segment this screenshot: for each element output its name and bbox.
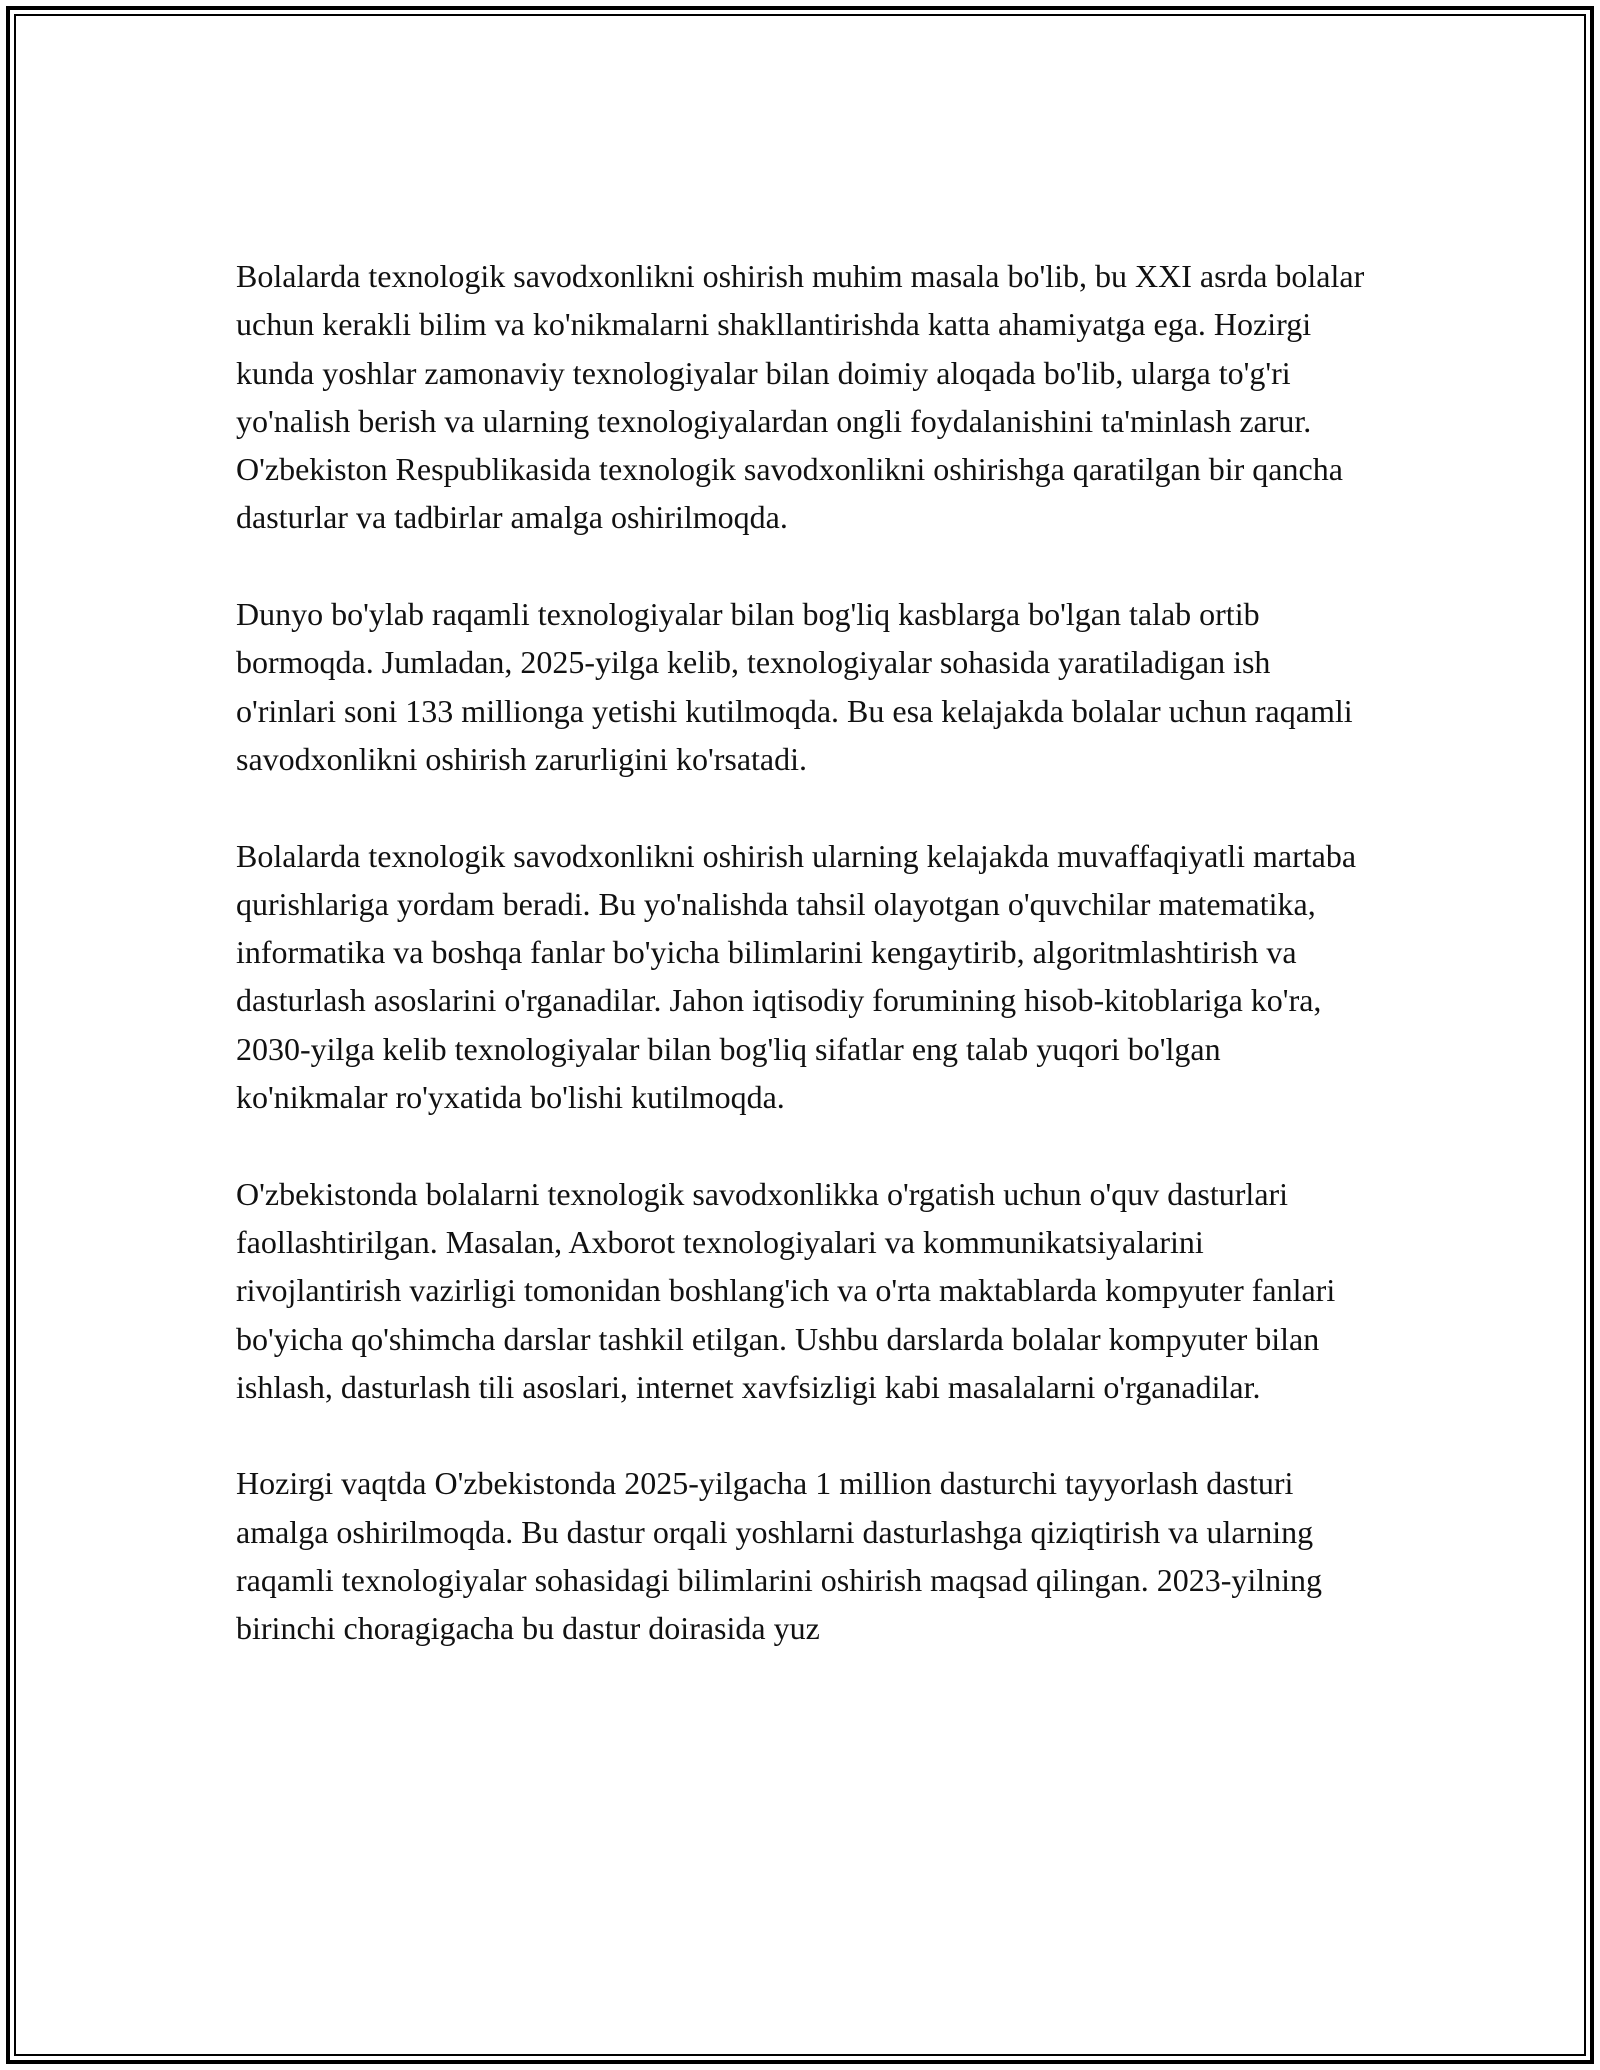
paragraph-2: Dunyo bo'ylab raqamli texnologiyalar bilan bog'liq kasblarga bo'lgan talab ortib bormoqda. Jumladan, 2025-yilga kelib, texnologiyalar sohasida yaratiladigan ish o'rinlari soni 133 millionga yetishi kutilmoqda. Bu esa kelajakda bolalar uchun raqamli savodxonlikni oshirish zarurligini ko'rsatadi. xyxy=(236,596,1353,777)
paragraph-4: O'zbekistonda bolalarni texnologik savodxonlikka o'rgatish uchun o'quv dasturlari faollashtirilgan. Masalan, Axborot texnologiyalari va kommunikatsiyalarini rivojlantirish vazirligi tomonidan boshlang'ich va o'rta maktablarda kompyuter fanlari bo'yicha qo'shimcha darslar tashkil etilgan. Ushbu darslarda bolalar kompyuter bilan ishlash, dasturlash tili asoslari, internet xavfsizligi kabi masalalarni o'rganadilar. xyxy=(236,1175,1336,1405)
paragraph-1: Bolalarda texnologik savodxonlikni oshirish muhim masala bo'lib, bu XXI asrda bolalar uchun kerakli bilim va ko'nikmalarni shakllantirishda katta ahamiyatga ega. Hozirgi kunda yoshlar zamonaviy texnologiyalar bilan doimiy aloqada bo'lib, ularga to'g'ri yo'nalish berish va ularning texnologiyalardan ongli foydalanishini ta'minlash zarur. O'zbekiston Respublikasida texnologik savodxonlikni oshirishga qaratilgan bir qancha dasturlar va tadbirlar amalga oshirilmoqda. xyxy=(236,258,1365,536)
paragraph-3: Bolalarda texnologik savodxonlikni oshirish ularning kelajakda muvaffaqiyatli martaba qurishlariga yordam beradi. Bu yo'nalishda tahsil olayotgan o'quvchilar matematika, informatika va boshqa fanlar bo'yicha bilimlarini kengaytirib, algoritmlashtirish va dasturlash asoslarini o'rganadilar. Jahon iqtisodiy forumining hisob-kitoblariga ko'ra, 2030-yilga kelib texnologiyalar bilan bog'liq sifatlar eng talab yuqori bo'lgan ko'nikmalar ro'yxatida bo'lishi kutilmoqda. xyxy=(236,837,1357,1116)
paragraph-5: Hozirgi vaqtda O'zbekistonda 2025-yilgacha 1 million dasturchi tayyorlash dasturi amalga oshirilmoqda. Bu dastur orqali yoshlarni dasturlashga qiziqtirish va ularning raqamli texnologiyalar sohasidagi bilimlarini oshirish maqsad qilingan. 2023-yilning birinchi choragigacha bu dastur doirasida yuz xyxy=(236,1465,1323,1647)
document-body xyxy=(236,252,1376,1653)
